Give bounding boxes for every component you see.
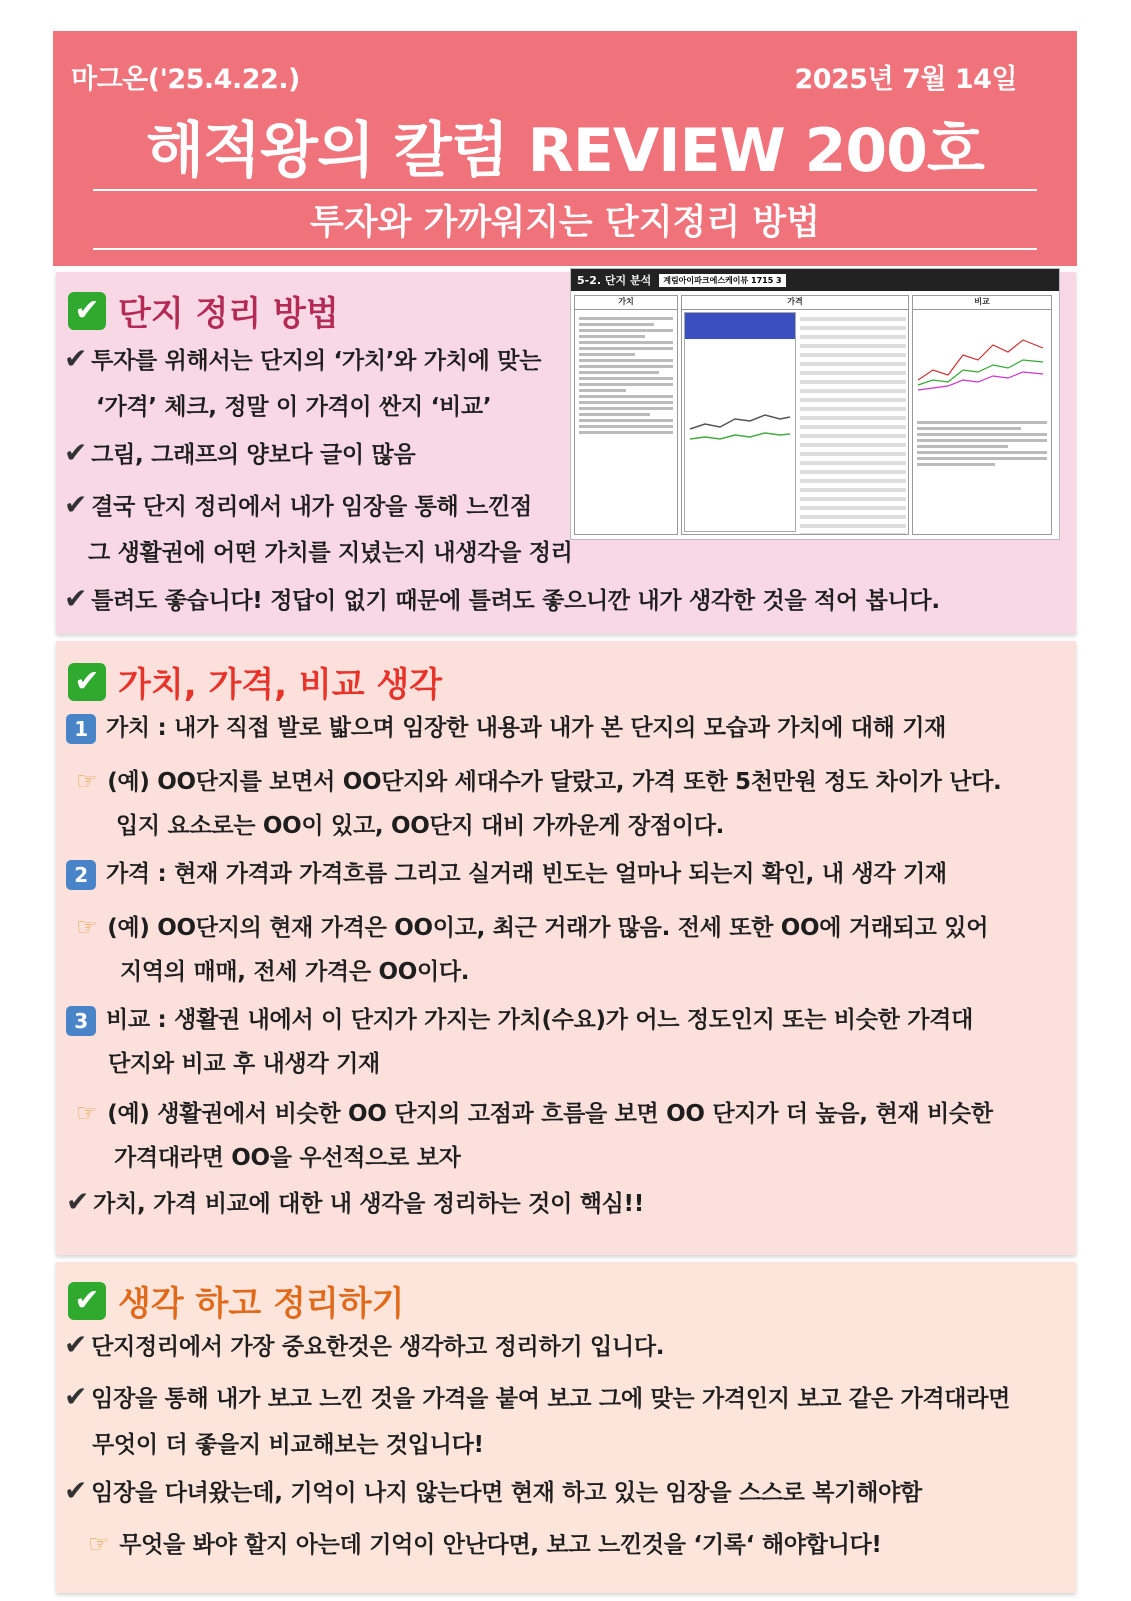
bullet-text: 투자를 위해서는 단지의 ‘가치’와 가치에 맞는 [91,348,542,374]
column-header: 가격 [682,296,908,310]
section-think-organize [56,1262,1076,1593]
item-text: 가격 : 현재 가격과 가격흐름 그리고 실거래 빈도는 얼마나 되는지 확인, 내 생각 기재 [106,861,947,887]
example-continued: 입지 요소로는 OO이 있고, OO단지 대비 가까운게 장점이다. [116,813,725,839]
bullet-text: 그림, 그래프의 양보다 글이 많음 [91,442,416,468]
keycap-number-icon: 2 [66,860,96,890]
section-title-text: 단지 정리 방법 [118,294,339,334]
example [76,1095,993,1128]
bullet-continued: ‘가격’ 체크, 정말 이 가격이 싼지 ‘비교’ [96,394,492,420]
check-mark-icon: ✔ [64,582,88,615]
bullet [64,1380,1010,1413]
thumbnail-column-price [681,295,909,535]
example-continued: 지역의 매매, 전세 가격은 OO이다. [120,959,470,985]
section-title [68,286,339,335]
keycap-number-icon: 3 [66,1006,96,1036]
list-item [66,709,946,744]
bullet [64,1474,922,1507]
bullet [64,1328,664,1361]
item-text: 비교 : 생활권 내에서 이 단지가 가지는 가치(수요)가 어느 정도인지 또는 비슷한 가격대 [106,1007,974,1033]
item-text: 가치 : 내가 직접 발로 밟으며 임장한 내용과 내가 본 단지의 모습과 가치에 대해 기재 [106,715,947,741]
bullet-text: 임장을 통해 내가 보고 느낀 것을 가격을 붙여 보고 그에 맞는 가격인지 보고 같은 가격대라면 [91,1386,1011,1412]
check-box-icon: ✔ [68,292,106,330]
check-box-icon: ✔ [68,663,106,701]
section-title-text: 가치, 가격, 비교 생각 [118,665,443,705]
analysis-thumbnail [570,268,1060,540]
check-mark-icon: ✔ [64,1328,88,1361]
pointing-hand-icon: ☞ [88,1530,110,1558]
divider-top [93,189,1037,191]
section-title-text: 생각 하고 정리하기 [118,1284,405,1324]
summary-text: 가치, 가격 비교에 대한 내 생각을 정리하는 것이 핵심!! [93,1191,644,1217]
thumbnail-column-value [574,295,678,535]
bullet [64,436,415,469]
column-header: 가치 [575,296,677,310]
example-text: (예) 생활권에서 비슷한 OO 단지의 고점과 흐름을 보면 OO 단지가 더 높음, 현재 비슷한 [107,1101,993,1127]
example [76,763,1001,796]
example-text: (예) OO단지의 현재 가격은 OO이고, 최근 거래가 많음. 전세 또한 OO에 거래되고 있어 [107,915,989,941]
source-label: 마그온('25.4.22.) [71,64,300,95]
check-mark-icon: ✔ [64,488,88,521]
check-mark-icon: ✔ [66,1185,90,1218]
keycap-number-icon: 1 [66,714,96,744]
check-box-icon: ✔ [68,1282,106,1320]
compare-chart-thumb [913,310,1051,410]
phone-screenshot [684,312,796,532]
page-title: 해적왕의 칼럼 REVIEW 200호 [146,116,984,186]
thumbnail-title: 5-2. 단지 분석 [577,274,652,287]
thumbnail-column-compare [912,295,1052,535]
section-value-price-compare [56,641,1076,1255]
pointing-hand-icon: ☞ [76,767,98,795]
page-subtitle: 투자와 가까워지는 단지정리 방법 [310,203,820,243]
section-title [68,657,442,706]
example-continued: 가격대라면 OO을 우선적으로 보자 [114,1145,461,1171]
check-mark-icon: ✔ [64,1474,88,1507]
section-complex-method [56,272,1076,634]
bullet [64,488,532,521]
bullet-text: 결국 단지 정리에서 내가 임장을 통해 느낀점 [91,494,532,520]
summary-bullet [66,1185,644,1218]
check-mark-icon: ✔ [64,342,88,375]
example [76,909,988,942]
bullet [64,342,541,375]
example-text: (예) OO단지를 보면서 OO단지와 세대수가 달랐고, 가격 또한 5천만원 정도 차이가 난다. [107,769,1002,795]
list-item [66,1001,973,1036]
check-mark-icon: ✔ [64,436,88,469]
example [88,1526,882,1559]
bullet-continued: 무엇이 더 좋을지 비교해보는 것입니다! [92,1432,484,1458]
list-item [66,855,947,890]
bullet-continued: 그 생활권에 어떤 가치를 지녔는지 내생각을 정리 [88,540,573,566]
item-continued: 단지와 비교 후 내생각 기재 [108,1051,380,1077]
bullet-text: 임장을 다녀왔는데, 기억이 나지 않는다면 현재 하고 있는 임장을 스스로 복기해야함 [91,1480,922,1506]
price-chart-thumb [685,339,795,459]
thumbnail-header [571,269,1059,291]
header-banner [53,31,1077,266]
example-text: 무엇을 봐야 할지 아는데 기억이 안난다면, 보고 느낀것을 ‘기록‘ 해야합니다! [119,1532,882,1558]
pointing-hand-icon: ☞ [76,1099,98,1127]
thumbnail-tag: 계림아이파크에스케이뷰 1715 3 [659,274,785,287]
bullet [64,582,940,615]
section-title [68,1276,404,1325]
column-header: 비교 [913,296,1051,310]
bullet-text: 틀려도 좋습니다! 정답이 없기 때문에 틀려도 좋으니깐 내가 생각한 것을 적어 봅니다. [91,588,940,614]
date-label: 2025년 7월 14일 [794,64,1017,95]
bullet-text: 단지정리에서 가장 중요한것은 생각하고 정리하기 입니다. [91,1334,665,1360]
divider-bottom [93,248,1037,250]
pointing-hand-icon: ☞ [76,913,98,941]
check-mark-icon: ✔ [64,1380,88,1413]
